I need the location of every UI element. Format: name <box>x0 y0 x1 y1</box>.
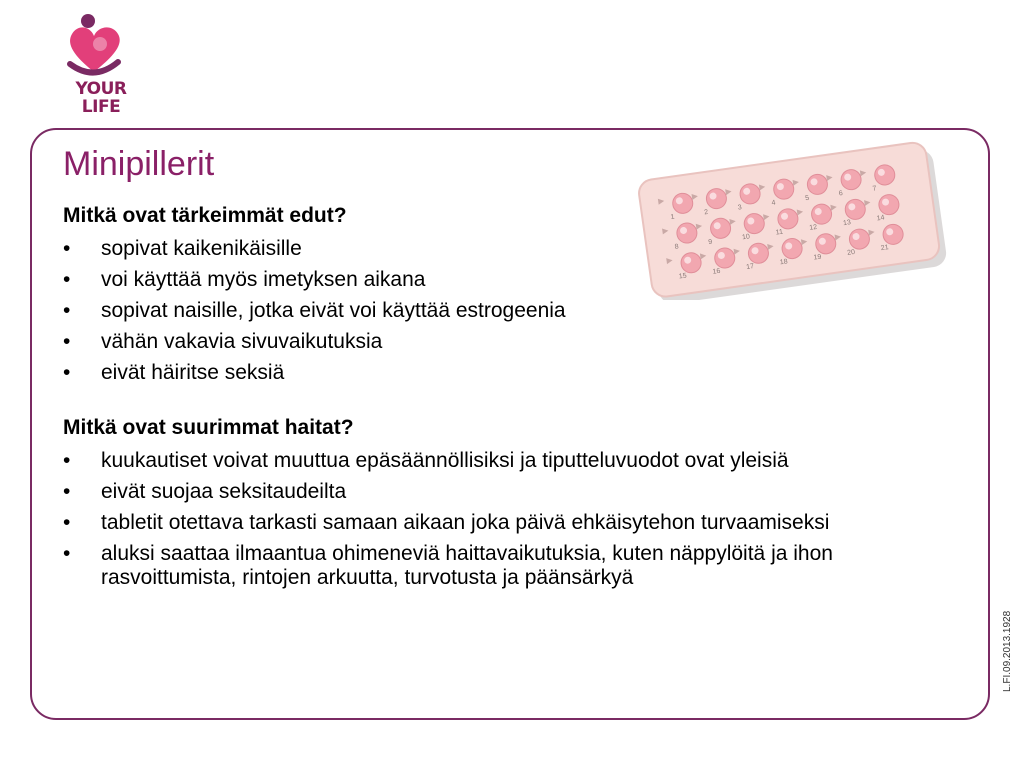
logo-text-your: YOUR <box>75 79 127 99</box>
pill-day-number: 4 <box>771 199 776 207</box>
logo-heart-icon <box>60 12 130 82</box>
pill-day-number: 15 <box>678 272 688 281</box>
logo-text-life: LIFE <box>81 97 121 117</box>
pill-day-number: 13 <box>842 219 852 228</box>
bullet-icon: • <box>63 511 71 534</box>
bullet-icon: • <box>63 237 71 260</box>
pill-day-number: 9 <box>707 238 713 247</box>
bullet-icon: • <box>63 268 71 291</box>
your-life-logo <box>60 12 130 118</box>
pill-day-number: 8 <box>674 243 680 251</box>
drawbacks-item-text: eivät suojaa seksitaudeilta <box>101 480 347 503</box>
bullet-icon: • <box>63 299 71 322</box>
drawbacks-item-text: aluksi saattaa ilmaantua ohimeneviä haittavaikutuksia, kuten näppylöitä ja ihon rasvoittumista, rintojen arkuutta, turvotusta ja päänsärkyä <box>101 542 833 589</box>
pill-day-number: 17 <box>745 263 755 272</box>
drawbacks-item-text: tabletit otettava tarkasti samaan aikaan joka päivä ehkäisytehon turvaamiseksi <box>101 511 830 534</box>
slide-content <box>63 201 963 590</box>
drawbacks-heading: Mitkä ovat suurimmat haitat? <box>63 416 354 439</box>
pill-day-number: 21 <box>880 244 890 253</box>
pill-day-number: 19 <box>813 253 822 262</box>
drawbacks-item <box>63 542 961 590</box>
drawbacks-item <box>63 449 961 473</box>
drawbacks-list <box>63 449 963 590</box>
benefits-item <box>63 361 961 385</box>
benefits-item <box>63 237 961 261</box>
bullet-icon: • <box>63 361 71 384</box>
benefits-item-text: sopivat kaikenikäisille <box>101 237 302 260</box>
benefits-item <box>63 268 961 292</box>
benefits-list <box>63 237 963 385</box>
pill-day-number: 7 <box>872 185 877 193</box>
pill-day-number: 20 <box>846 248 856 257</box>
benefits-heading: Mitkä ovat tärkeimmät edut? <box>63 204 347 227</box>
benefits-item-text: sopivat naisille, jotka eivät voi käyttää estrogeenia <box>101 299 566 322</box>
slide-title: Minipillerit <box>63 145 215 183</box>
benefits-item-text: voi käyttää myös imetyksen aikana <box>101 268 426 291</box>
document-code: L.FI.09.2013.1928 <box>1002 610 1013 692</box>
pill-day-number: 18 <box>779 258 789 267</box>
pill-day-number: 6 <box>838 189 844 198</box>
pill-day-number: 10 <box>741 233 751 242</box>
bullet-icon: • <box>63 542 71 565</box>
benefits-item-text: vähän vakavia sivuvaikutuksia <box>101 330 383 353</box>
drawbacks-item <box>63 480 961 504</box>
bullet-icon: • <box>63 449 71 472</box>
drawbacks-item-text: kuukautiset voivat muuttua epäsäännöllisiksi ja tiputteluvuodot ovat yleisiä <box>101 449 789 472</box>
bullet-icon: • <box>63 330 71 353</box>
benefits-item <box>63 330 961 354</box>
bullet-icon: • <box>63 480 71 503</box>
pill-day-number: 12 <box>808 223 818 232</box>
pill-day-number: 14 <box>876 214 886 223</box>
benefits-item-text: eivät häiritse seksiä <box>101 361 285 384</box>
benefits-item <box>63 299 961 323</box>
pill-day-number: 3 <box>737 204 743 212</box>
pill-day-number: 11 <box>775 228 784 237</box>
pill-day-number: 2 <box>703 208 709 217</box>
pill-day-number: 16 <box>712 267 721 276</box>
drawbacks-item <box>63 511 961 535</box>
pill-day-number: 1 <box>670 213 675 222</box>
pill-day-number: 5 <box>804 194 810 203</box>
